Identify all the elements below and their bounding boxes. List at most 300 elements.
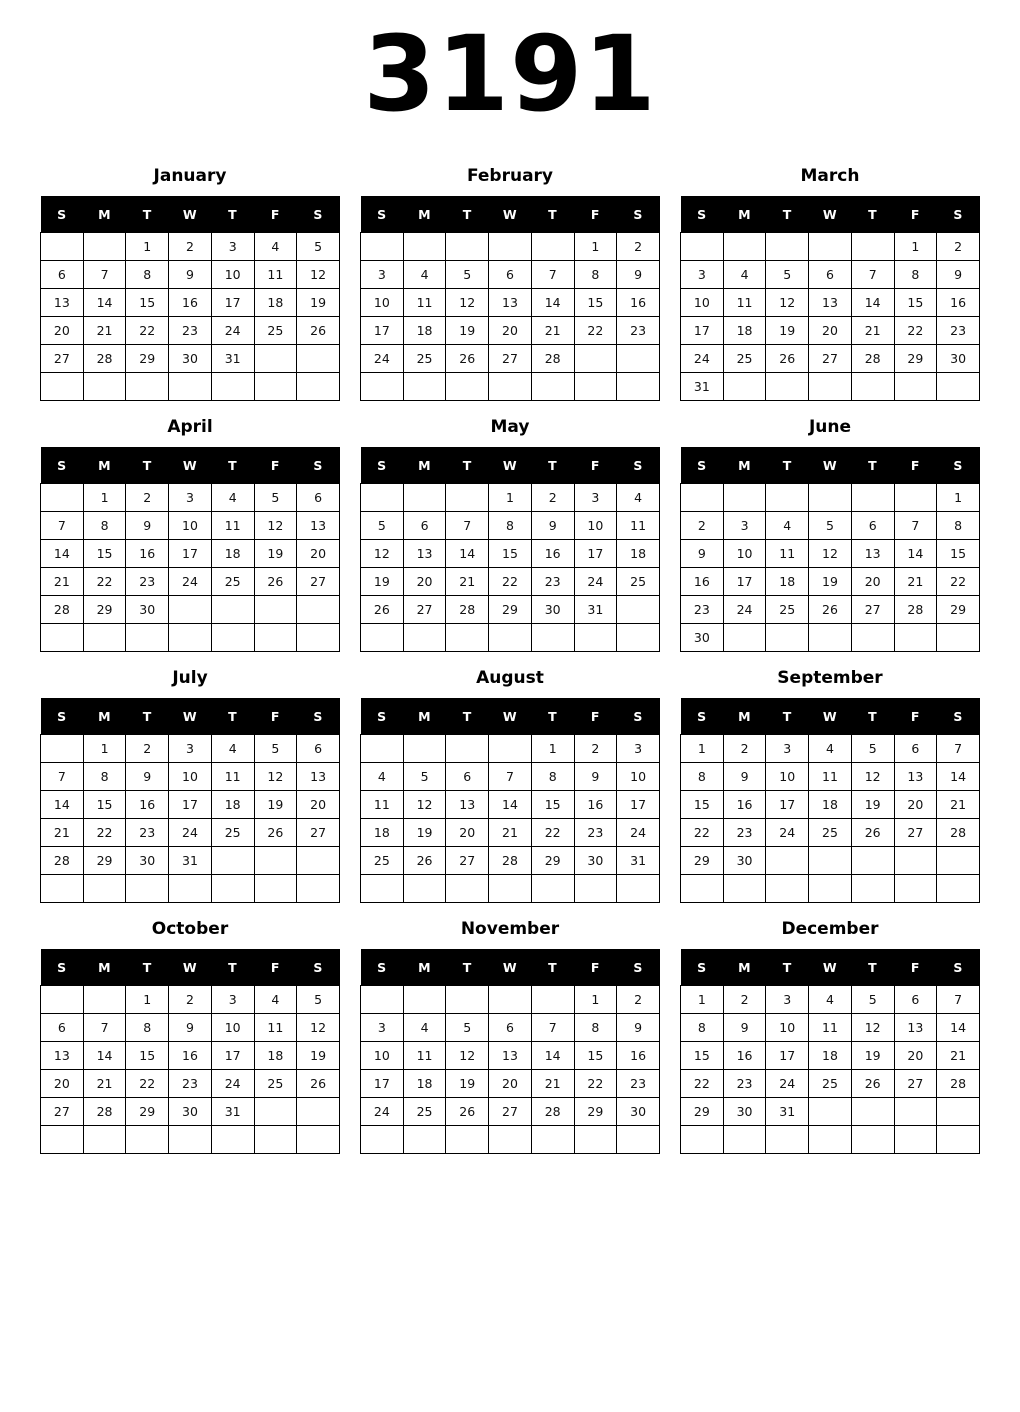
day-cell[interactable]: 31 [211, 1098, 254, 1126]
day-cell[interactable]: 26 [361, 596, 404, 624]
day-cell[interactable]: 26 [254, 819, 297, 847]
day-cell[interactable]: 15 [489, 540, 532, 568]
day-cell[interactable]: 22 [574, 317, 617, 345]
day-cell[interactable]: 3 [766, 735, 809, 763]
day-cell[interactable]: 7 [937, 735, 980, 763]
day-cell[interactable]: 25 [211, 568, 254, 596]
day-cell[interactable]: 6 [489, 1014, 532, 1042]
day-cell[interactable]: 25 [617, 568, 660, 596]
day-cell[interactable]: 30 [681, 624, 724, 652]
day-cell[interactable]: 13 [446, 791, 489, 819]
day-cell[interactable]: 23 [937, 317, 980, 345]
day-cell[interactable]: 24 [169, 819, 212, 847]
day-cell[interactable]: 16 [169, 1042, 212, 1070]
day-cell[interactable]: 29 [126, 345, 169, 373]
day-cell[interactable]: 22 [126, 317, 169, 345]
day-cell[interactable]: 18 [617, 540, 660, 568]
day-cell[interactable]: 5 [851, 986, 894, 1014]
day-cell[interactable]: 13 [297, 763, 340, 791]
day-cell[interactable]: 30 [937, 345, 980, 373]
day-cell[interactable]: 1 [531, 735, 574, 763]
day-cell[interactable]: 9 [126, 763, 169, 791]
day-cell[interactable]: 29 [83, 847, 126, 875]
day-cell[interactable]: 26 [851, 819, 894, 847]
day-cell[interactable]: 24 [766, 819, 809, 847]
day-cell[interactable]: 9 [531, 512, 574, 540]
day-cell[interactable]: 10 [766, 1014, 809, 1042]
day-cell[interactable]: 25 [403, 345, 446, 373]
day-cell[interactable]: 12 [809, 540, 852, 568]
day-cell[interactable]: 13 [489, 1042, 532, 1070]
day-cell[interactable]: 30 [169, 1098, 212, 1126]
day-cell[interactable]: 12 [403, 791, 446, 819]
day-cell[interactable]: 22 [681, 1070, 724, 1098]
day-cell[interactable]: 28 [851, 345, 894, 373]
day-cell[interactable]: 27 [297, 568, 340, 596]
day-cell[interactable]: 2 [937, 233, 980, 261]
day-cell[interactable]: 5 [766, 261, 809, 289]
day-cell[interactable]: 29 [894, 345, 937, 373]
day-cell[interactable]: 15 [574, 1042, 617, 1070]
day-cell[interactable]: 8 [681, 1014, 724, 1042]
day-cell[interactable]: 25 [254, 1070, 297, 1098]
day-cell[interactable]: 20 [41, 317, 84, 345]
day-cell[interactable]: 1 [574, 233, 617, 261]
day-cell[interactable]: 18 [211, 540, 254, 568]
day-cell[interactable]: 8 [681, 763, 724, 791]
day-cell[interactable]: 20 [297, 540, 340, 568]
day-cell[interactable]: 17 [211, 1042, 254, 1070]
day-cell[interactable]: 8 [894, 261, 937, 289]
day-cell[interactable]: 6 [489, 261, 532, 289]
day-cell[interactable]: 8 [531, 763, 574, 791]
day-cell[interactable]: 31 [574, 596, 617, 624]
day-cell[interactable]: 4 [361, 763, 404, 791]
day-cell[interactable]: 18 [766, 568, 809, 596]
day-cell[interactable]: 24 [361, 345, 404, 373]
day-cell[interactable]: 3 [617, 735, 660, 763]
day-cell[interactable]: 14 [489, 791, 532, 819]
day-cell[interactable]: 7 [41, 512, 84, 540]
day-cell[interactable]: 13 [41, 289, 84, 317]
day-cell[interactable]: 10 [766, 763, 809, 791]
day-cell[interactable]: 21 [894, 568, 937, 596]
day-cell[interactable]: 7 [531, 1014, 574, 1042]
day-cell[interactable]: 2 [126, 735, 169, 763]
day-cell[interactable]: 8 [937, 512, 980, 540]
day-cell[interactable]: 17 [681, 317, 724, 345]
day-cell[interactable]: 21 [83, 1070, 126, 1098]
day-cell[interactable]: 28 [937, 1070, 980, 1098]
day-cell[interactable]: 17 [766, 1042, 809, 1070]
day-cell[interactable]: 21 [83, 317, 126, 345]
day-cell[interactable]: 18 [403, 317, 446, 345]
day-cell[interactable]: 5 [297, 986, 340, 1014]
day-cell[interactable]: 11 [254, 261, 297, 289]
day-cell[interactable]: 14 [446, 540, 489, 568]
day-cell[interactable]: 17 [361, 1070, 404, 1098]
day-cell[interactable]: 29 [126, 1098, 169, 1126]
day-cell[interactable]: 2 [723, 735, 766, 763]
day-cell[interactable]: 31 [169, 847, 212, 875]
day-cell[interactable]: 1 [681, 986, 724, 1014]
day-cell[interactable]: 23 [169, 317, 212, 345]
day-cell[interactable]: 13 [894, 1014, 937, 1042]
day-cell[interactable]: 24 [361, 1098, 404, 1126]
day-cell[interactable]: 25 [766, 596, 809, 624]
day-cell[interactable]: 22 [574, 1070, 617, 1098]
day-cell[interactable]: 19 [851, 1042, 894, 1070]
day-cell[interactable]: 24 [723, 596, 766, 624]
day-cell[interactable]: 14 [937, 1014, 980, 1042]
day-cell[interactable]: 6 [297, 484, 340, 512]
day-cell[interactable]: 2 [723, 986, 766, 1014]
day-cell[interactable]: 25 [809, 1070, 852, 1098]
day-cell[interactable]: 26 [446, 345, 489, 373]
day-cell[interactable]: 3 [361, 1014, 404, 1042]
day-cell[interactable]: 5 [254, 484, 297, 512]
day-cell[interactable]: 24 [574, 568, 617, 596]
day-cell[interactable]: 18 [361, 819, 404, 847]
day-cell[interactable]: 2 [681, 512, 724, 540]
day-cell[interactable]: 21 [851, 317, 894, 345]
day-cell[interactable]: 28 [937, 819, 980, 847]
day-cell[interactable]: 10 [681, 289, 724, 317]
day-cell[interactable]: 20 [489, 1070, 532, 1098]
day-cell[interactable]: 17 [723, 568, 766, 596]
day-cell[interactable]: 11 [723, 289, 766, 317]
day-cell[interactable]: 20 [894, 791, 937, 819]
day-cell[interactable]: 19 [254, 791, 297, 819]
day-cell[interactable]: 17 [766, 791, 809, 819]
day-cell[interactable]: 5 [446, 1014, 489, 1042]
day-cell[interactable]: 21 [531, 317, 574, 345]
day-cell[interactable]: 25 [403, 1098, 446, 1126]
day-cell[interactable]: 10 [211, 1014, 254, 1042]
day-cell[interactable]: 5 [297, 233, 340, 261]
day-cell[interactable]: 28 [894, 596, 937, 624]
day-cell[interactable]: 7 [41, 763, 84, 791]
day-cell[interactable]: 26 [403, 847, 446, 875]
day-cell[interactable]: 26 [254, 568, 297, 596]
day-cell[interactable]: 16 [617, 289, 660, 317]
day-cell[interactable]: 23 [169, 1070, 212, 1098]
day-cell[interactable]: 24 [681, 345, 724, 373]
day-cell[interactable]: 22 [531, 819, 574, 847]
day-cell[interactable]: 29 [681, 847, 724, 875]
day-cell[interactable]: 18 [809, 1042, 852, 1070]
day-cell[interactable]: 16 [681, 568, 724, 596]
day-cell[interactable]: 4 [403, 261, 446, 289]
day-cell[interactable]: 5 [254, 735, 297, 763]
day-cell[interactable]: 15 [681, 1042, 724, 1070]
day-cell[interactable]: 23 [617, 1070, 660, 1098]
day-cell[interactable]: 31 [617, 847, 660, 875]
day-cell[interactable]: 24 [211, 317, 254, 345]
day-cell[interactable]: 8 [126, 1014, 169, 1042]
day-cell[interactable]: 20 [297, 791, 340, 819]
day-cell[interactable]: 1 [937, 484, 980, 512]
day-cell[interactable]: 11 [809, 763, 852, 791]
day-cell[interactable]: 13 [489, 289, 532, 317]
day-cell[interactable]: 7 [851, 261, 894, 289]
day-cell[interactable]: 22 [681, 819, 724, 847]
day-cell[interactable]: 22 [937, 568, 980, 596]
day-cell[interactable]: 21 [41, 568, 84, 596]
day-cell[interactable]: 9 [617, 1014, 660, 1042]
day-cell[interactable]: 28 [531, 345, 574, 373]
day-cell[interactable]: 4 [211, 484, 254, 512]
day-cell[interactable]: 4 [617, 484, 660, 512]
day-cell[interactable]: 30 [617, 1098, 660, 1126]
day-cell[interactable]: 19 [297, 1042, 340, 1070]
day-cell[interactable]: 11 [403, 1042, 446, 1070]
day-cell[interactable]: 24 [766, 1070, 809, 1098]
day-cell[interactable]: 1 [489, 484, 532, 512]
day-cell[interactable]: 21 [531, 1070, 574, 1098]
day-cell[interactable]: 21 [446, 568, 489, 596]
day-cell[interactable]: 27 [41, 1098, 84, 1126]
day-cell[interactable]: 25 [809, 819, 852, 847]
day-cell[interactable]: 26 [297, 1070, 340, 1098]
day-cell[interactable]: 26 [297, 317, 340, 345]
day-cell[interactable]: 15 [894, 289, 937, 317]
day-cell[interactable]: 11 [254, 1014, 297, 1042]
day-cell[interactable]: 6 [894, 986, 937, 1014]
day-cell[interactable]: 25 [361, 847, 404, 875]
day-cell[interactable]: 26 [446, 1098, 489, 1126]
day-cell[interactable]: 15 [681, 791, 724, 819]
day-cell[interactable]: 17 [169, 540, 212, 568]
day-cell[interactable]: 12 [254, 512, 297, 540]
day-cell[interactable]: 17 [617, 791, 660, 819]
day-cell[interactable]: 12 [361, 540, 404, 568]
day-cell[interactable]: 19 [809, 568, 852, 596]
day-cell[interactable]: 29 [531, 847, 574, 875]
day-cell[interactable]: 13 [403, 540, 446, 568]
day-cell[interactable]: 9 [169, 261, 212, 289]
day-cell[interactable]: 9 [617, 261, 660, 289]
day-cell[interactable]: 23 [617, 317, 660, 345]
day-cell[interactable]: 3 [574, 484, 617, 512]
day-cell[interactable]: 27 [41, 345, 84, 373]
day-cell[interactable]: 18 [723, 317, 766, 345]
day-cell[interactable]: 11 [211, 763, 254, 791]
day-cell[interactable]: 27 [851, 596, 894, 624]
day-cell[interactable]: 2 [531, 484, 574, 512]
day-cell[interactable]: 12 [446, 1042, 489, 1070]
day-cell[interactable]: 23 [723, 819, 766, 847]
day-cell[interactable]: 16 [937, 289, 980, 317]
day-cell[interactable]: 31 [211, 345, 254, 373]
day-cell[interactable]: 12 [254, 763, 297, 791]
day-cell[interactable]: 4 [766, 512, 809, 540]
day-cell[interactable]: 4 [809, 986, 852, 1014]
day-cell[interactable]: 20 [446, 819, 489, 847]
day-cell[interactable]: 27 [489, 1098, 532, 1126]
day-cell[interactable]: 4 [809, 735, 852, 763]
day-cell[interactable]: 21 [937, 1042, 980, 1070]
day-cell[interactable]: 3 [361, 261, 404, 289]
day-cell[interactable]: 12 [766, 289, 809, 317]
day-cell[interactable]: 22 [126, 1070, 169, 1098]
day-cell[interactable]: 17 [361, 317, 404, 345]
day-cell[interactable]: 6 [403, 512, 446, 540]
day-cell[interactable]: 27 [809, 345, 852, 373]
day-cell[interactable]: 11 [211, 512, 254, 540]
day-cell[interactable]: 9 [169, 1014, 212, 1042]
day-cell[interactable]: 2 [574, 735, 617, 763]
day-cell[interactable]: 6 [894, 735, 937, 763]
day-cell[interactable]: 14 [41, 791, 84, 819]
day-cell[interactable]: 1 [83, 735, 126, 763]
day-cell[interactable]: 7 [83, 261, 126, 289]
day-cell[interactable]: 18 [403, 1070, 446, 1098]
day-cell[interactable]: 13 [809, 289, 852, 317]
day-cell[interactable]: 10 [169, 512, 212, 540]
day-cell[interactable]: 14 [531, 289, 574, 317]
day-cell[interactable]: 12 [851, 1014, 894, 1042]
day-cell[interactable]: 30 [723, 1098, 766, 1126]
day-cell[interactable]: 21 [937, 791, 980, 819]
day-cell[interactable]: 5 [361, 512, 404, 540]
day-cell[interactable]: 19 [403, 819, 446, 847]
day-cell[interactable]: 23 [126, 568, 169, 596]
day-cell[interactable]: 8 [574, 261, 617, 289]
day-cell[interactable]: 19 [766, 317, 809, 345]
day-cell[interactable]: 28 [489, 847, 532, 875]
day-cell[interactable]: 15 [531, 791, 574, 819]
day-cell[interactable]: 7 [937, 986, 980, 1014]
day-cell[interactable]: 19 [851, 791, 894, 819]
day-cell[interactable]: 27 [297, 819, 340, 847]
day-cell[interactable]: 29 [574, 1098, 617, 1126]
day-cell[interactable]: 11 [361, 791, 404, 819]
day-cell[interactable]: 13 [894, 763, 937, 791]
day-cell[interactable]: 8 [83, 763, 126, 791]
day-cell[interactable]: 1 [126, 233, 169, 261]
day-cell[interactable]: 1 [126, 986, 169, 1014]
day-cell[interactable]: 2 [126, 484, 169, 512]
day-cell[interactable]: 19 [446, 1070, 489, 1098]
day-cell[interactable]: 17 [169, 791, 212, 819]
day-cell[interactable]: 26 [851, 1070, 894, 1098]
day-cell[interactable]: 14 [937, 763, 980, 791]
day-cell[interactable]: 10 [211, 261, 254, 289]
day-cell[interactable]: 6 [41, 1014, 84, 1042]
day-cell[interactable]: 19 [446, 317, 489, 345]
day-cell[interactable]: 4 [723, 261, 766, 289]
day-cell[interactable]: 18 [254, 289, 297, 317]
day-cell[interactable]: 20 [41, 1070, 84, 1098]
day-cell[interactable]: 4 [211, 735, 254, 763]
day-cell[interactable]: 16 [617, 1042, 660, 1070]
day-cell[interactable]: 9 [723, 1014, 766, 1042]
day-cell[interactable]: 3 [766, 986, 809, 1014]
day-cell[interactable]: 6 [446, 763, 489, 791]
day-cell[interactable]: 8 [83, 512, 126, 540]
day-cell[interactable]: 29 [489, 596, 532, 624]
day-cell[interactable]: 13 [297, 512, 340, 540]
day-cell[interactable]: 23 [126, 819, 169, 847]
day-cell[interactable]: 20 [894, 1042, 937, 1070]
day-cell[interactable]: 10 [361, 1042, 404, 1070]
day-cell[interactable]: 17 [574, 540, 617, 568]
day-cell[interactable]: 30 [531, 596, 574, 624]
day-cell[interactable]: 5 [809, 512, 852, 540]
day-cell[interactable]: 28 [83, 345, 126, 373]
day-cell[interactable]: 27 [894, 1070, 937, 1098]
day-cell[interactable]: 7 [531, 261, 574, 289]
day-cell[interactable]: 25 [254, 317, 297, 345]
day-cell[interactable]: 2 [617, 233, 660, 261]
day-cell[interactable]: 8 [489, 512, 532, 540]
day-cell[interactable]: 26 [809, 596, 852, 624]
day-cell[interactable]: 5 [403, 763, 446, 791]
day-cell[interactable]: 10 [723, 540, 766, 568]
day-cell[interactable]: 10 [169, 763, 212, 791]
day-cell[interactable]: 12 [297, 1014, 340, 1042]
day-cell[interactable]: 20 [809, 317, 852, 345]
day-cell[interactable]: 27 [894, 819, 937, 847]
day-cell[interactable]: 15 [574, 289, 617, 317]
day-cell[interactable]: 24 [211, 1070, 254, 1098]
day-cell[interactable]: 1 [574, 986, 617, 1014]
day-cell[interactable]: 2 [169, 233, 212, 261]
day-cell[interactable]: 28 [531, 1098, 574, 1126]
day-cell[interactable]: 30 [126, 596, 169, 624]
day-cell[interactable]: 14 [83, 289, 126, 317]
day-cell[interactable]: 30 [169, 345, 212, 373]
day-cell[interactable]: 5 [851, 735, 894, 763]
day-cell[interactable]: 23 [723, 1070, 766, 1098]
day-cell[interactable]: 28 [41, 596, 84, 624]
day-cell[interactable]: 14 [894, 540, 937, 568]
day-cell[interactable]: 3 [211, 986, 254, 1014]
day-cell[interactable]: 3 [211, 233, 254, 261]
day-cell[interactable]: 18 [254, 1042, 297, 1070]
day-cell[interactable]: 9 [937, 261, 980, 289]
day-cell[interactable]: 15 [126, 289, 169, 317]
day-cell[interactable]: 29 [937, 596, 980, 624]
day-cell[interactable]: 1 [894, 233, 937, 261]
day-cell[interactable]: 14 [851, 289, 894, 317]
day-cell[interactable]: 3 [169, 735, 212, 763]
day-cell[interactable]: 21 [41, 819, 84, 847]
day-cell[interactable]: 5 [446, 261, 489, 289]
day-cell[interactable]: 27 [489, 345, 532, 373]
day-cell[interactable]: 23 [531, 568, 574, 596]
day-cell[interactable]: 7 [446, 512, 489, 540]
day-cell[interactable]: 22 [489, 568, 532, 596]
day-cell[interactable]: 22 [83, 568, 126, 596]
day-cell[interactable]: 6 [851, 512, 894, 540]
day-cell[interactable]: 20 [851, 568, 894, 596]
day-cell[interactable]: 1 [681, 735, 724, 763]
day-cell[interactable]: 16 [169, 289, 212, 317]
day-cell[interactable]: 29 [83, 596, 126, 624]
day-cell[interactable]: 26 [766, 345, 809, 373]
day-cell[interactable]: 3 [169, 484, 212, 512]
day-cell[interactable]: 1 [83, 484, 126, 512]
day-cell[interactable]: 23 [574, 819, 617, 847]
day-cell[interactable]: 16 [723, 791, 766, 819]
day-cell[interactable]: 7 [489, 763, 532, 791]
day-cell[interactable]: 7 [894, 512, 937, 540]
day-cell[interactable]: 7 [83, 1014, 126, 1042]
day-cell[interactable]: 4 [254, 233, 297, 261]
day-cell[interactable]: 19 [361, 568, 404, 596]
